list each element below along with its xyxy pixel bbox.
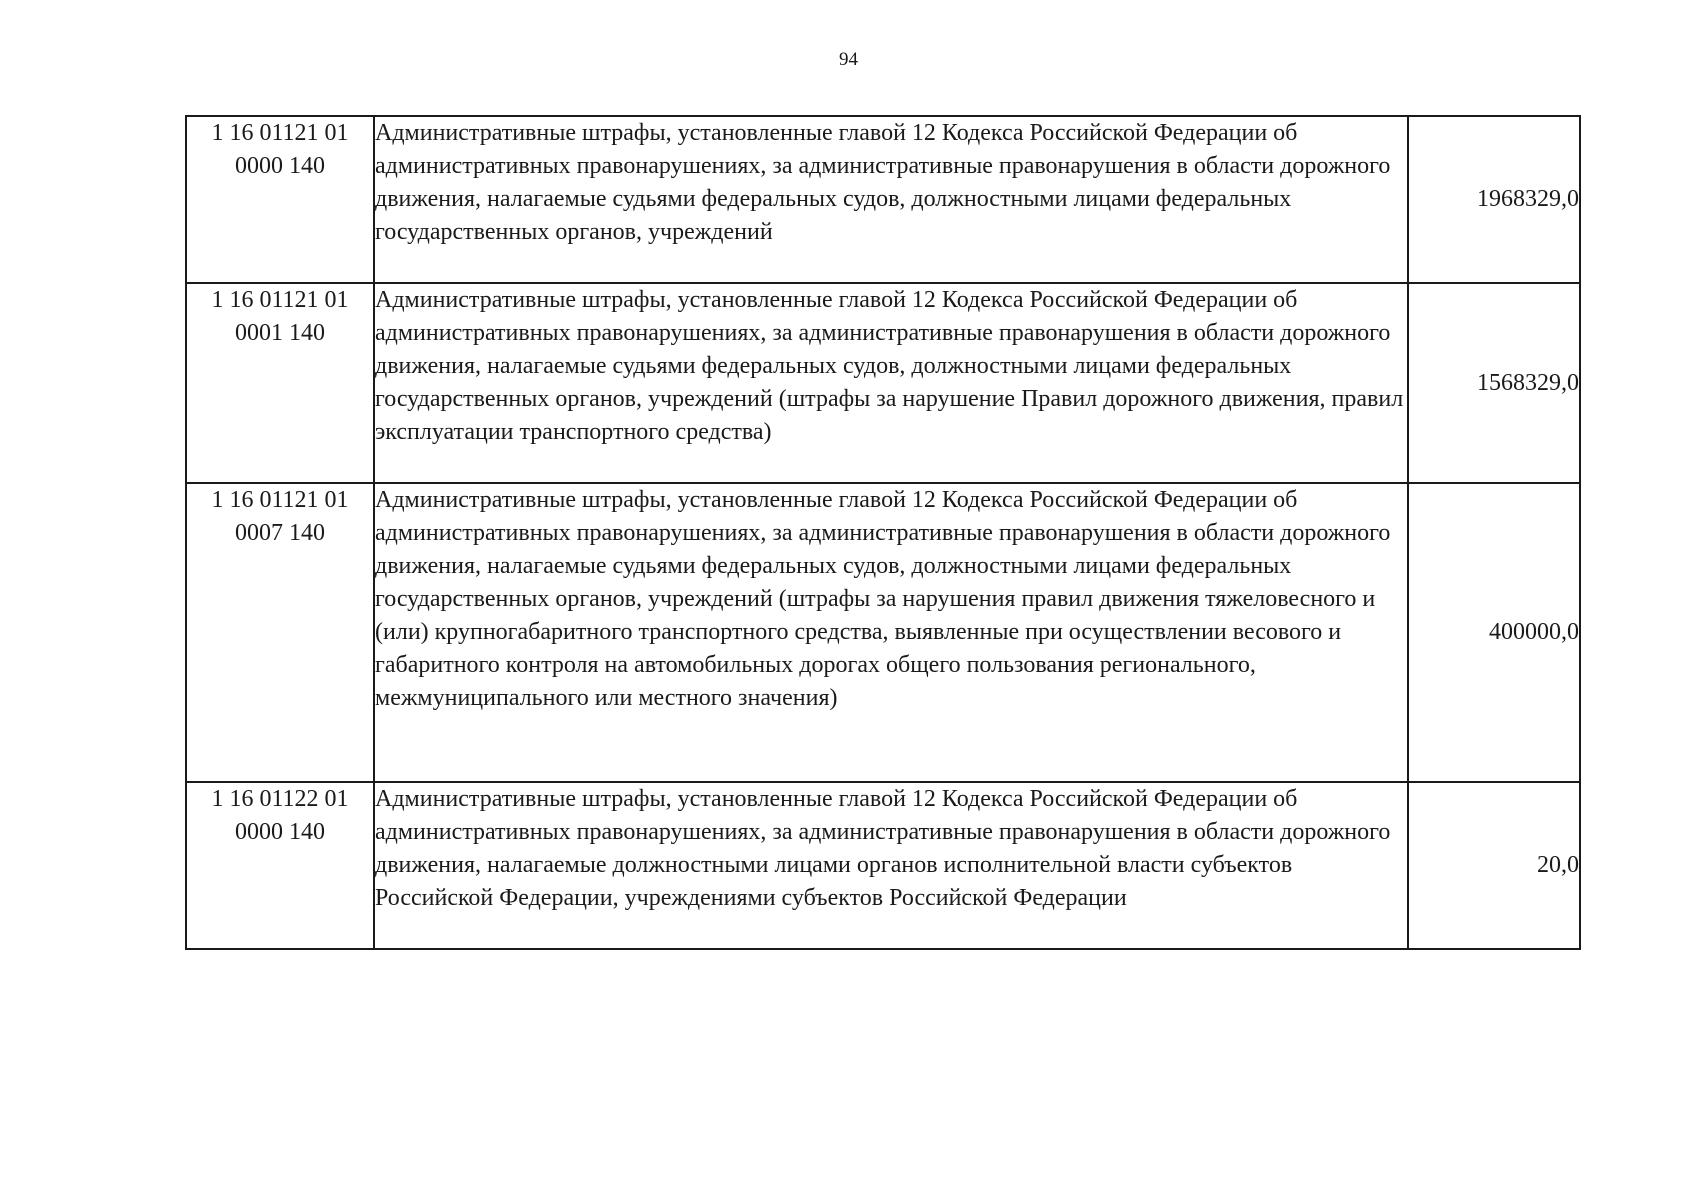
revenue-description-cell: Административные штрафы, установленные главой 12 Кодекса Российской Федерации об административных правонарушениях, за административные правонарушения в области дорожного движения, налагаемые судьями федеральных судов, должностными лицами федеральных государственных органов, учреждений (штрафы за нарушение Правил дорожного движения, правил эксплуатации транспортного средства): [374, 283, 1408, 483]
revenue-code-line: 1 16 01121 01: [211, 287, 349, 313]
table-row: [186, 116, 1580, 283]
revenue-description-cell: Административные штрафы, установленные главой 12 Кодекса Российской Федерации об административных правонарушениях, за административные правонарушения в области дорожного движения, налагаемые должностными лицами органов исполнительной власти субъектов Российской Федерации, учреждениями субъектов Российской Федерации: [374, 782, 1408, 949]
budget-revenue-table: [185, 115, 1581, 950]
revenue-code-line: 0001 140: [235, 320, 325, 346]
revenue-amount-cell: 20,0: [1408, 782, 1580, 949]
table-row: [186, 782, 1580, 949]
revenue-code-cell: [186, 283, 374, 483]
table-row: [186, 283, 1580, 483]
table-row: [186, 483, 1580, 782]
revenue-code-cell: [186, 483, 374, 782]
revenue-code-line: 0000 140: [235, 819, 325, 845]
revenue-description-cell: Административные штрафы, установленные главой 12 Кодекса Российской Федерации об административных правонарушениях, за административные правонарушения в области дорожного движения, налагаемые судьями федеральных судов, должностными лицами федеральных государственных органов, учреждений (штрафы за нарушения правил движения тяжеловесного и (или) крупногабаритного транспортного средства, выявленные при осуществлении весового и габаритного контроля на автомобильных дорогах общего пользования регионального, межмуниципального или местного значения): [374, 483, 1408, 782]
revenue-code-line: 0007 140: [235, 520, 325, 546]
revenue-amount-cell: 1968329,0: [1408, 116, 1580, 283]
revenue-code-cell: [186, 116, 374, 283]
revenue-amount-cell: 400000,0: [1408, 483, 1580, 782]
revenue-code-line: 1 16 01122 01: [211, 786, 349, 812]
revenue-code-line: 1 16 01121 01: [211, 120, 349, 146]
revenue-code-line: 0000 140: [235, 153, 325, 179]
page-number: 94: [839, 49, 858, 70]
revenue-code-line: 1 16 01121 01: [211, 487, 349, 513]
revenue-amount-cell: 1568329,0: [1408, 283, 1580, 483]
revenue-code-cell: [186, 782, 374, 949]
revenue-description-cell: Административные штрафы, установленные главой 12 Кодекса Российской Федерации об административных правонарушениях, за административные правонарушения в области дорожного движения, налагаемые судьями федеральных судов, должностными лицами федеральных государственных органов, учреждений: [374, 116, 1408, 283]
